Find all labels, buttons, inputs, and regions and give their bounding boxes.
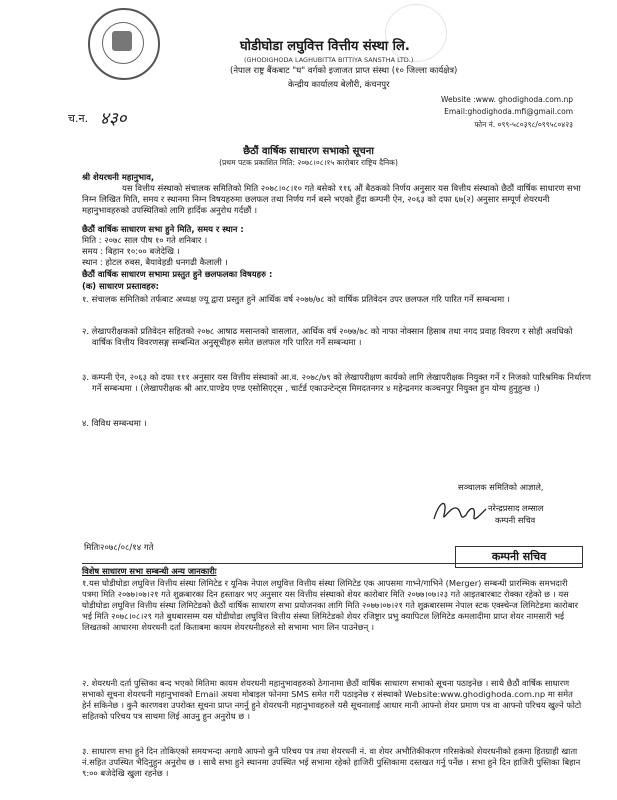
meeting-time: समय : बिहान १०:०० बजेदेखि । [82,246,180,256]
meeting-date: मिति : २०७८ साल पौष १० गते शनिबार । [82,235,208,245]
agenda-item: ३. कम्पनी ऐन, २०६३ को दफा १११ अनुसार यस वित्तीय संस्थाको आ.व. २०७८/७९ को लेखापरीक्षण कार्यको लागि लेखापरीक्षक नियुक्त गर्ने र निजको पारिश्रमिक निर्धारण गर्ने सम्बन्धमा । (लेखापरीक्षक श्री आर.पाण्डेय एण्ड एसोसिएट्स , चार्टर्ड एकाउन्टेन्ट्स मिमदतनगर ४ महेन्द्रनगर कञ्चनपुर नियुक्त हुन योग्य हुनुहुन्छ ।) [82,372,591,394]
agenda-heading: छैठौं वार्षिक साधारण सभामा प्रस्तुत हुने छलफलका विषयहरु : [82,269,273,279]
organization-name-english: (GHODIGHODA LAGHUBITTA BITTIYA SANSTHA LTD.) [244,56,414,64]
agenda-item: ४. विविध सम्बन्धमा । [82,418,147,428]
notice-title: छैठौं वार्षिक साधारण सभाको सूचना [243,146,374,157]
intro-paragraph: यस वित्तीय संस्थाको संचालक समितिको मिति २०७८।०८।१० गते बसेको ११६ औं बैठकको निर्णय अनुसार यस वित्तीय संस्थाको छैठौं वार्षिक साधारण सभा निम्न लिखित मिति, समय र स्थानमा निम्न विषयहरुमा छलफल तथा निर्णय गर्न बस्ने भएको हुँदा कम्पनी ऐन, २०६३ को दफा ६७(२) अनुसार सम्पूर्ण शेयरधनी महानुभावहरुको उपस्थितिको लागि हार्दिक अनुरोध गर्दछौं । [82,183,581,216]
signoff-order: सञ्चालक समितिको आज्ञाले, [458,482,544,492]
notes-item: ३. साधारण सभा हुने दिन तोकिएको समयभन्दा अगावै आफ्नो कुनै परिचय पत्र तथा शेयरधनी नं. वा शेयर अभौतिकीकरण गरिसकेको शेयरधनीको हकमा हितग्राही खाता नं.सहित उपस्थित भैदिनुहुन अनुरोध छ । साथै सभा हुने स्थानमा उपस्थित भई सभामा रहेको हाजिरी पुस्तिकामा दस्तखत गर्नु पर्नेछ । सभा हुने दिन हाजिरी पुस्तिका बिहान ९:०० बजेदेखि खुला रहनेछ । [82,746,581,779]
secretary-name: नरेन्द्रप्रसाद लम्साल [488,503,544,513]
notice-subtitle: (प्रथम पटक प्रकाशित मिति: २०७८।०८।१५ कारोबार राष्ट्रिय दैनिक) [219,158,398,167]
meeting-heading: छैठौं वार्षिक साधारण सभा हुने मिति, समय र स्थान : [82,224,244,234]
divider [82,563,582,564]
organization-seal [88,8,160,80]
meeting-venue: स्थान : होटल रुबस, बैयावेहडी धनगढी कैलाली । [82,257,228,267]
secretary-role: कम्पनी सचिव [495,515,536,525]
seal-emblem-icon [112,31,132,51]
agenda-item: २. लेखापरीक्षकको प्रतिवेदन सहितको २०७८ आषाढ मसान्तको वासलात, आर्थिक वर्ष २०७७/७८ को नाफा नोक्सान हिसाब तथा नगद प्रवाह विवरण र सोही अवधिको वार्षिक वित्तीय विवरणसङ्ग सम्बन्धित अनुसूचीहरु समेत छलफल गरि पारित गर्ने सम्बन्धमा । [82,326,573,348]
notes-heading: विशेष साधारण सभा सम्बन्धी अन्य जानकारीः [82,566,217,576]
notes-item: १.यस घोडीघोडा लघुवित्त वित्तीय संस्था लिमिटेड र यूनिक नेपाल लघुवित्त वित्तीय संस्था लिमिटेड एक आपसमा गाभ्ने/गाभिने (Merger) सम्बन्धी प्रारम्भिक समभदारी पत्रमा मिति २०७७।०७।२१ गते शुक्रबारका दिन हस्ताक्षर भए अनुसार यस वित्तीय संस्थाको शेयर कारोबार मिति २०७७।०७।२३ गते आइतबारबाट रोक्का रहेको छ । यस घोडीघोडा लघुवित्त वित्तीय संस्था लिमिटेडको छैठौं वार्षिक साधारण सभा प्रयोजनका लागि मिति २०७७।०७।२१ गते शुक्रबारसम्म नेपाल स्टक एक्स्चेन्ज लिमिटेडमा कारोबार भई मिति २०७८।०८।२९ गते बुधबारसम्म यस घोडीघोडा लघुवित्त वित्तीय संस्था लिमिटेडको शेयर रजिष्ट्रार प्रभु क्यापिटल लिमिटेड कमलादीमा प्राप्त शेयर नामसारी भई लिखतको आधारमा शेयरधनी दर्ता किताबमा कायम शेयरधनीहरुले सो सभामा भाग लिन पाउनेछन् । [82,578,578,633]
company-secretary-stamp: कम्पनी सचिव [455,546,583,568]
notice-date: मितिः२०७८/०८/१४ गते [84,543,154,553]
notes-item: २. शेयरधनी दर्ता पुस्तिका बन्द भएको मितिमा कायम शेयरधनी महानुभावहरुको ठेगानामा छैठौं वार्षिक साधारण सभाको सूचना पठाइनेछ । साथै छैठौं वार्षिक साधारण सभाको सूचना शेयरधनी महानुभावको Email अथवा मोबाइल फोनमा SMS समेत गरी पठाइनेछ र संस्थाको Website:www.ghodighoda.com.np मा समेत हेर्न सकिनेछ । कुनै कारणवश उपरोक्त सूचना प्राप्त नगर्नु हुने शेयरधनी महानुभावहरुले यसै सूचनालाई आधार मानी आफ्नो शेयर प्रमाण पत्र वा आफ्नो परिचय खुल्ने फोटो सहितको परिचय पत्र साथमा लिई आउनु हुन अनुरोध छ । [82,678,582,722]
reference-number: ४३० [100,109,127,129]
email-text: Email:ghodighoda.mfi@gmail.com [444,107,573,116]
phone-text: फोन नं. ०९९-५८०३९८/०९९५८०४२३ [474,120,573,129]
agenda-subheading: (क) साधारण प्रस्तावहरु: [82,281,159,291]
organization-name: घोडीघोडा लघुवित्त वित्तीय संस्था लि. [240,39,410,54]
reference-label: च.न. [68,112,89,125]
salutation: श्री शेयरधनी महानुभाव, [82,172,155,182]
website-text: Website :www. ghodighoda.com.np [441,95,573,104]
organization-license-note: (नेपाल राष्ट्र बैंकबाट "घ" वर्गको इजाजत प्राप्त संस्था (१० जिल्ला कार्यक्षेत्र) [230,66,458,76]
agenda-item: १. संचालक समितिको तर्फबाट अध्यक्ष ज्यू द्वारा प्रस्तुत हुने आर्थिक वर्ष २०७७/७८ को वार्षिक प्रतिवेदन उपर छलफल गरि पारित गर्ने सम्बन्धमा । [82,294,510,304]
organization-office: केन्द्रीय कार्यालय बेलौरी, कंचनपुर [288,80,390,90]
signature-graphic [430,495,488,527]
